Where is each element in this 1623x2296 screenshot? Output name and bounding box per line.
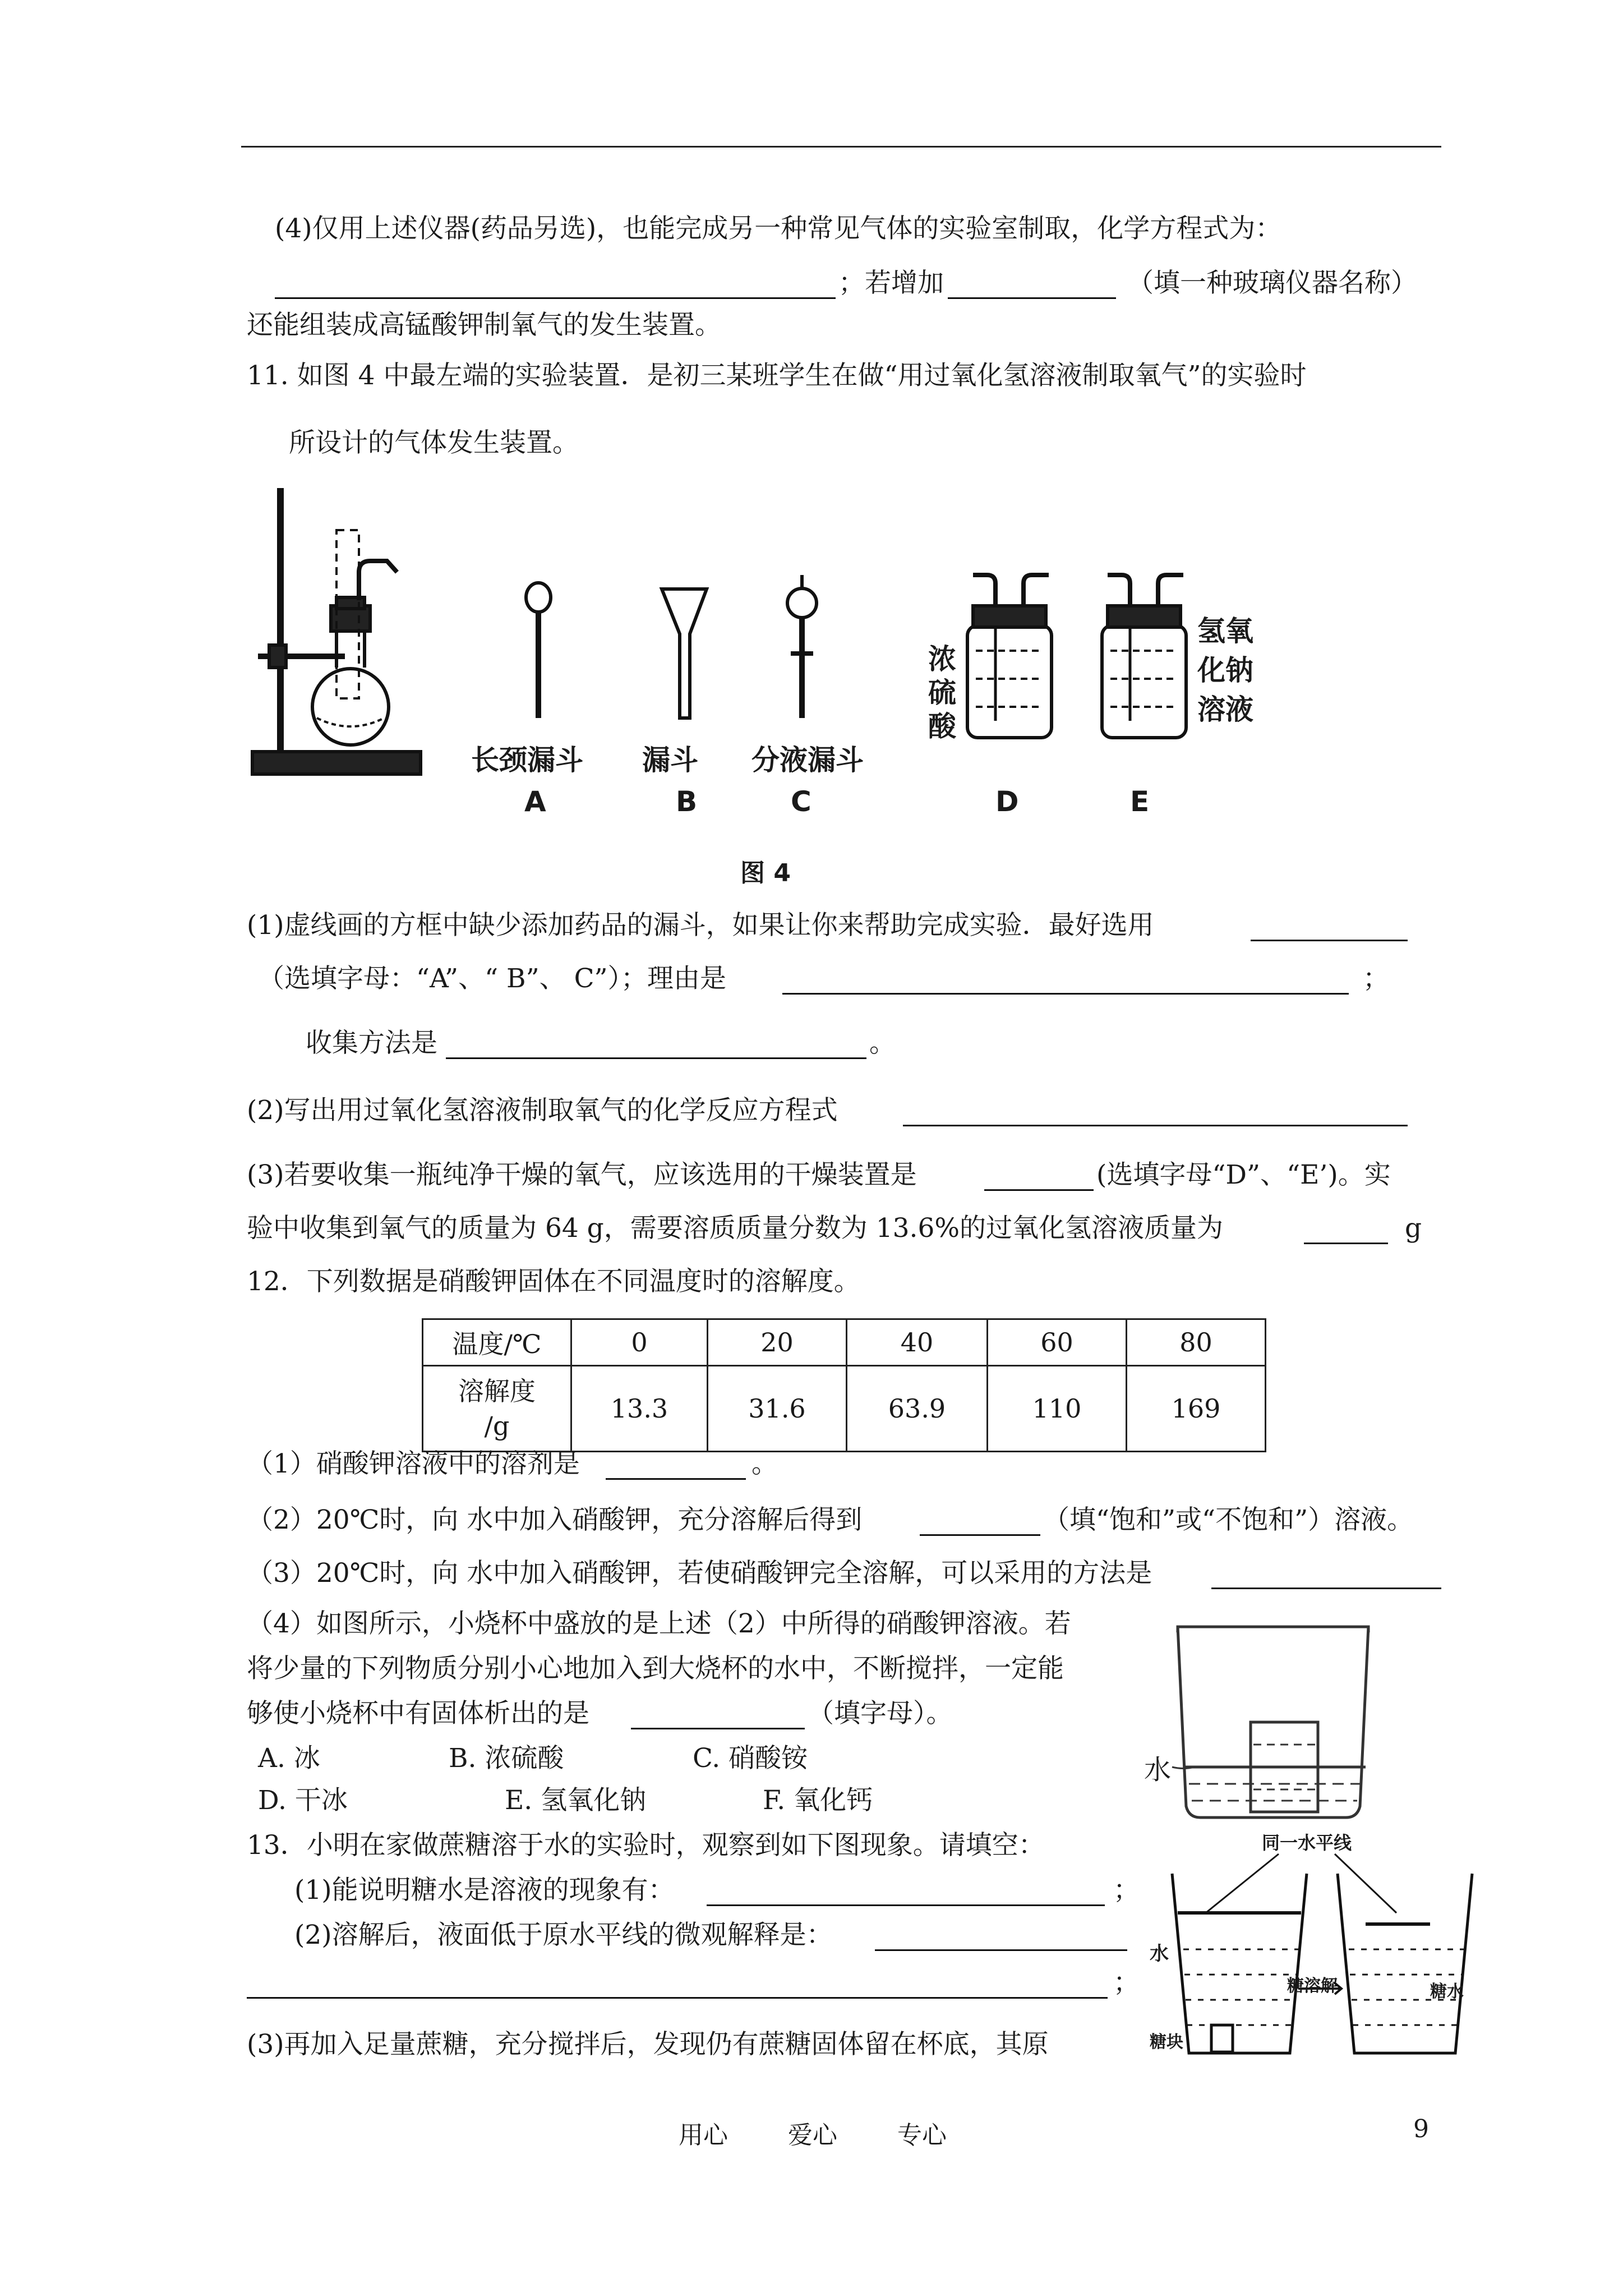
sugar-figure [1150, 1829, 1475, 2064]
q11-p3b: 验中收集到氧气的质量为 64 g，需要溶质质量分数为 13.6%的过氧化氢溶液质量为 [247, 1213, 1224, 1244]
label-d: D [995, 785, 1019, 818]
q13-p3: (3)再加入足量蔗糖，充分搅拌后，发现仍有蔗糖固体留在杯底，其原 [247, 2029, 1049, 2060]
q13-blank-explain-2[interactable] [247, 1997, 1108, 1999]
q12-p4a: （4）如图所示，小烧杯中盛放的是上述（2）中所得的硝酸钾溶液。若 [247, 1608, 1071, 1639]
table-row [423, 1366, 1266, 1452]
q13-blank-explain-1[interactable] [875, 1949, 1127, 1951]
page-number: 9 [1413, 2115, 1429, 2143]
stand-base [252, 752, 421, 774]
solubility-label: 溶解度 [458, 1376, 536, 1406]
q13-p1: (1)能说明糖水是溶液的现象有： [294, 1875, 675, 1906]
q11-blank-reason[interactable] [782, 993, 1349, 995]
label-b-name: 漏斗 [642, 744, 698, 776]
table-cell: 169 [1127, 1366, 1266, 1452]
q10-4-line1: (4)仅用上述仪器(药品另选)，也能完成另一种常见气体的实验室制取，化学方程式为： [275, 213, 1282, 244]
sugar-label-water: 水 [1150, 1943, 1169, 1965]
q12-p2-end: （填“饱和”或“不饱和”）溶液。 [1043, 1504, 1414, 1535]
sugar-label-block: 糖块 [1150, 2032, 1183, 2052]
table-cell: 63.9 [847, 1366, 988, 1452]
q12-option-d: D. 干冰 [258, 1785, 348, 1816]
q12-intro: 12．下列数据是硝酸钾固体在不同温度时的溶解度。 [247, 1266, 860, 1297]
q13-p1-end: ； [1113, 1875, 1140, 1906]
label-d-side-2: 硫 [928, 677, 956, 709]
figure-4 [247, 471, 1340, 898]
q11-p1b: （选填字母：“A”、“ B”、 C”）；理由是 [258, 963, 727, 994]
beaker-figure [1144, 1616, 1391, 1834]
table-cell: 80 [1127, 1319, 1266, 1366]
table-cell: 20 [708, 1319, 847, 1366]
q11-p3b-end: g [1405, 1213, 1422, 1244]
table-cell: 0 [571, 1319, 708, 1366]
sugar-drawing [1150, 1829, 1475, 2064]
label-d-side-3: 酸 [928, 710, 956, 743]
sugar-label-dissolve: 糖溶解 [1287, 1976, 1338, 1996]
q11-p3a-end: (选填字母“D”、“E’)。实 [1096, 1159, 1391, 1190]
table-cell: 31.6 [708, 1366, 847, 1452]
q12-p1-end: 。 [751, 1448, 778, 1479]
q11-blank-dryer[interactable] [984, 1189, 1094, 1191]
q10-4-tail: （填一种玻璃仪器名称） [1127, 268, 1417, 298]
table-header-temp: 温度/℃ [423, 1319, 571, 1366]
figure-4-caption: 图 4 [740, 859, 791, 887]
q12-option-b: B. 浓硫酸 [449, 1743, 564, 1774]
label-e: E [1130, 785, 1150, 818]
q13-intro: 13．小明在家做蔗糖溶于水的实验时，观察到如下图现象。请填空： [247, 1830, 1045, 1861]
q13-p2-end: ； [1113, 1967, 1140, 1998]
q11-p1a: (1)虚线画的方框中缺少添加药品的漏斗，如果让你来帮助完成实验．最好选用 [247, 910, 1154, 941]
q12-p4c: 够使小烧杯中有固体析出的是 [247, 1698, 589, 1729]
solubility-unit: /g [484, 1411, 510, 1441]
q12-option-a: A. 冰 [258, 1743, 320, 1774]
beaker-water-label: 水 [1144, 1754, 1172, 1786]
table-cell: 110 [988, 1366, 1127, 1452]
table-cell: 60 [988, 1319, 1127, 1366]
q11-blank-funnel[interactable] [1251, 940, 1408, 941]
q11-blank-equation[interactable] [903, 1125, 1408, 1126]
beaker-drawing [1144, 1616, 1391, 1834]
table-cell: 40 [847, 1319, 988, 1366]
q13-p2: (2)溶解后，液面低于原水平线的微观解释是： [294, 1920, 833, 1950]
q12-p4c-end: （填字母）。 [808, 1698, 953, 1729]
table-header-solubility [423, 1366, 571, 1452]
q12-blank-saturated[interactable] [920, 1534, 1040, 1536]
q11-line1: 11. 如图 4 中最左端的实验装置．是初三某班学生在做“用过氧化氢溶液制取氧气”的实验时 [247, 360, 1307, 391]
q11-line2: 所设计的气体发生装置。 [289, 427, 579, 458]
q12-option-e: E. 氢氧化钠 [505, 1785, 647, 1816]
label-a: A [524, 785, 546, 818]
q12-option-c: C. 硝酸铵 [693, 1743, 808, 1774]
table-cell: 13.3 [571, 1366, 708, 1452]
q10-4-blank-instrument[interactable] [948, 297, 1116, 299]
sugar-label-sugarwater: 糖水 [1430, 1982, 1464, 2001]
label-b: B [676, 785, 698, 818]
figure-4-drawing [247, 471, 1340, 898]
q12-blank-option[interactable] [631, 1728, 805, 1729]
q12-blank-method[interactable] [1211, 1588, 1441, 1589]
q10-4-blank-equation[interactable] [275, 297, 836, 299]
table-row [423, 1319, 1266, 1366]
footer-word-3: 专心 [897, 2121, 947, 2150]
q12-option-f: F. 氧化钙 [763, 1785, 873, 1816]
q10-4-mid: ；若增加 [838, 268, 944, 298]
q11-p3a: (3)若要收集一瓶纯净干燥的氧气，应该选用的干燥装置是 [247, 1159, 917, 1190]
q11-p1c-end: 。 [869, 1028, 896, 1059]
solubility-table [422, 1318, 1266, 1452]
footer-word-2: 爱心 [788, 2121, 837, 2150]
sugar-label-level: 同一水平线 [1262, 1832, 1352, 1853]
label-c: C [791, 785, 811, 818]
q11-blank-collect[interactable] [446, 1057, 866, 1059]
q12-p1: （1）硝酸钾溶液中的溶剂是 [247, 1448, 580, 1479]
q11-p2: (2)写出用过氧化氢溶液制取氧气的化学反应方程式 [247, 1095, 838, 1126]
label-a-name: 长颈漏斗 [471, 744, 583, 776]
q12-p2: （2）20℃时，向 水中加入硝酸钾，充分溶解后得到 [247, 1504, 863, 1535]
q13-blank-phenomenon[interactable] [707, 1904, 1105, 1906]
header-rule [241, 146, 1441, 148]
q12-blank-solvent[interactable] [606, 1478, 746, 1480]
label-e-side-1: 氢氧 [1197, 615, 1253, 647]
q10-4-line3: 还能组装成高锰酸钾制氧气的发生装置。 [247, 310, 721, 341]
label-e-side-3: 溶液 [1197, 693, 1253, 726]
label-e-side-2: 化钠 [1197, 654, 1253, 687]
label-c-name: 分液漏斗 [751, 744, 864, 776]
q11-p1c: 收集方法是 [306, 1028, 437, 1059]
q12-p4b: 将少量的下列物质分别小心地加入到大烧杯的水中，不断搅拌，一定能 [247, 1653, 1064, 1684]
footer-word-1: 用心 [679, 2121, 728, 2150]
q11-p1b-end: ； [1363, 963, 1389, 994]
label-d-side-1: 浓 [928, 643, 956, 675]
q11-blank-mass[interactable] [1304, 1243, 1388, 1244]
q12-p3: （3）20℃时，向 水中加入硝酸钾，若使硝酸钾完全溶解，可以采用的方法是 [247, 1558, 1152, 1589]
